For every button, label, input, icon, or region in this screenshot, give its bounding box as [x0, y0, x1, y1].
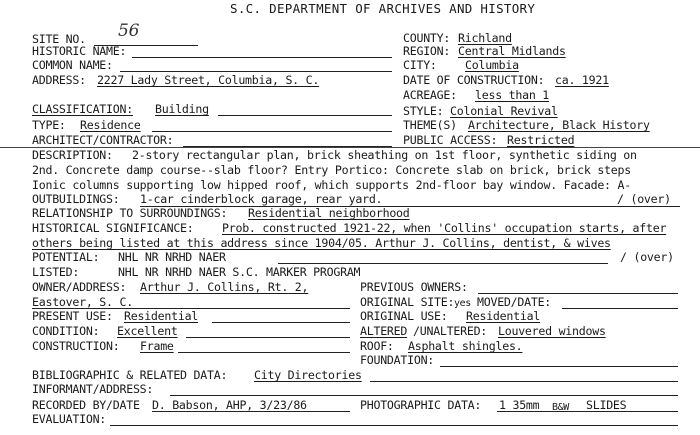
- previous-owners-label: PREVIOUS OWNERS:: [360, 280, 468, 294]
- public-access-value: Restricted: [507, 133, 575, 147]
- theme-label: THEME(S): [403, 118, 457, 132]
- moved-date-label: MOVED/DATE:: [477, 295, 552, 309]
- significance-line-2: others being listed at this address since 1904/05. Arthur J. Collins, dentist, & wives: [32, 236, 611, 250]
- date-value: ca. 1921: [555, 73, 609, 87]
- previous-owners-line: [478, 293, 678, 294]
- construction-label: CONSTRUCTION:: [32, 339, 120, 353]
- present-use-line: [212, 322, 350, 323]
- listed-options: NHL NR NRHD NAER S.C. MARKER PROGRAM: [118, 265, 361, 279]
- region-value: Central Midlands: [458, 44, 566, 58]
- site-no-value: 56: [118, 21, 140, 41]
- region-label: REGION:: [403, 44, 451, 58]
- relationship-label: RELATIONSHIP TO SURROUNDINGS:: [32, 206, 228, 220]
- style-value: Colonial Revival: [450, 104, 558, 118]
- architect-label: ARCHITECT/CONTRACTOR:: [32, 133, 174, 147]
- photo-label: PHOTOGRAPHIC DATA:: [360, 398, 482, 412]
- original-use-label: ORIGINAL USE:: [360, 309, 448, 323]
- condition-line: [186, 337, 350, 338]
- common-name-label: COMMON NAME:: [32, 58, 113, 72]
- significance-line-1: Prob. constructed 1921-22, when 'Collins' occupation starts, after: [222, 221, 667, 235]
- potential-line: [278, 263, 608, 264]
- original-use-value: Residential: [466, 309, 541, 323]
- photo-value-c: SLIDES: [586, 398, 627, 412]
- potential-label: POTENTIAL:: [32, 250, 100, 264]
- biblio-value: City Directories: [254, 368, 362, 382]
- owner-label: OWNER/ADDRESS:: [32, 280, 127, 294]
- significance-label: HISTORICAL SIGNIFICANCE:: [32, 221, 194, 235]
- biblio-label: BIBLIOGRAPHIC & RELATED DATA:: [32, 368, 228, 382]
- outbuildings-label: OUTBUILDINGS:: [32, 192, 120, 206]
- address-value: 2227 Lady Street, Columbia, S. C.: [97, 73, 320, 87]
- original-site-label: ORIGINAL SITE:: [360, 295, 455, 309]
- evaluation-label: EVALUATION:: [32, 412, 107, 426]
- altered-label: ALTERED: [360, 324, 408, 338]
- informant-label: INFORMANT/ADDRESS:: [32, 382, 154, 396]
- city-value: Columbia: [465, 58, 519, 72]
- address-label: ADDRESS:: [32, 73, 86, 87]
- construction-value: Frame: [140, 339, 174, 353]
- description-label: DESCRIPTION:: [32, 148, 113, 162]
- description-line-3: Ionic columns supporting low hipped roof, which supports 2nd-floor bay window. Facade: A-: [32, 178, 631, 192]
- roof-value: Asphalt shingles.: [408, 339, 523, 353]
- historic-name-line: [132, 57, 392, 58]
- construction-line: [178, 352, 350, 353]
- public-access-label: PUBLIC ACCESS:: [403, 133, 498, 147]
- outbuildings-value: 1-car cinderblock garage, rear yard.: [140, 192, 383, 206]
- condition-value: Excellent: [117, 324, 178, 338]
- owner-value-1: Arthur J. Collins, Rt. 2,: [140, 280, 309, 294]
- county-label: COUNTY:: [403, 31, 451, 45]
- photo-value-b: B&W: [552, 402, 569, 413]
- classification-line: [218, 115, 392, 116]
- evaluation-line: [110, 425, 678, 426]
- potential-over: / (over): [620, 250, 674, 264]
- potential-options: NHL NR NRHD NAER: [118, 250, 226, 264]
- recorded-label: RECORDED BY/DATE: [32, 398, 140, 412]
- recorded-value: D. Babson, AHP, 3/23/86: [152, 398, 307, 412]
- date-label: DATE OF CONSTRUCTION:: [403, 73, 545, 87]
- informant-line: [170, 395, 678, 396]
- recorded-line: [152, 411, 350, 412]
- site-no-label: SITE NO.: [32, 32, 86, 46]
- type-value: Residence: [80, 118, 141, 132]
- photo-value-a: 1 35mm: [499, 398, 540, 412]
- form-header: S.C. DEPARTMENT OF ARCHIVES AND HISTORY: [230, 1, 536, 16]
- type-label: TYPE:: [32, 118, 66, 132]
- style-label: STYLE:: [403, 104, 444, 118]
- photo-line: [497, 411, 678, 412]
- description-line-1: 2-story rectangular plan, brick sheathing on 1st floor, synthetic siding on: [132, 148, 637, 162]
- foundation-line: [440, 366, 678, 367]
- acreage-label: ACREAGE:: [403, 88, 457, 102]
- condition-label: CONDITION:: [32, 324, 100, 338]
- relationship-value: Residential neighborhood: [248, 206, 410, 220]
- classification-value: Building: [155, 102, 209, 116]
- biblio-line: [370, 381, 678, 382]
- county-value: Richland: [458, 31, 512, 45]
- owner-value-2: Eastover, S. C.: [32, 295, 133, 309]
- roof-label: ROOF:: [360, 339, 394, 353]
- historic-name-label: HISTORIC NAME:: [32, 44, 127, 58]
- common-name-line: [120, 71, 392, 72]
- foundation-label: FOUNDATION:: [360, 353, 435, 367]
- present-use-value: Residential: [124, 309, 199, 323]
- listed-label: LISTED:: [32, 265, 80, 279]
- altered-value: Louvered windows: [498, 324, 606, 338]
- outbuildings-over: / (over): [617, 192, 671, 206]
- moved-date-line: [562, 308, 678, 309]
- unaltered-label: /UNALTERED:: [413, 324, 488, 338]
- description-line-2: 2nd. Concrete damp course--slab floor? Entry Portico: Concrete slab on brick, brick steps: [32, 163, 631, 177]
- type-line: [152, 131, 392, 132]
- theme-value: Architecture, Black History: [468, 118, 650, 132]
- present-use-label: PRESENT USE:: [32, 309, 113, 323]
- original-site-value: yes: [454, 298, 471, 309]
- acreage-value: less than 1: [475, 88, 550, 102]
- city-label: CITY:: [403, 58, 437, 72]
- classification-label: CLASSIFICATION:: [32, 102, 133, 116]
